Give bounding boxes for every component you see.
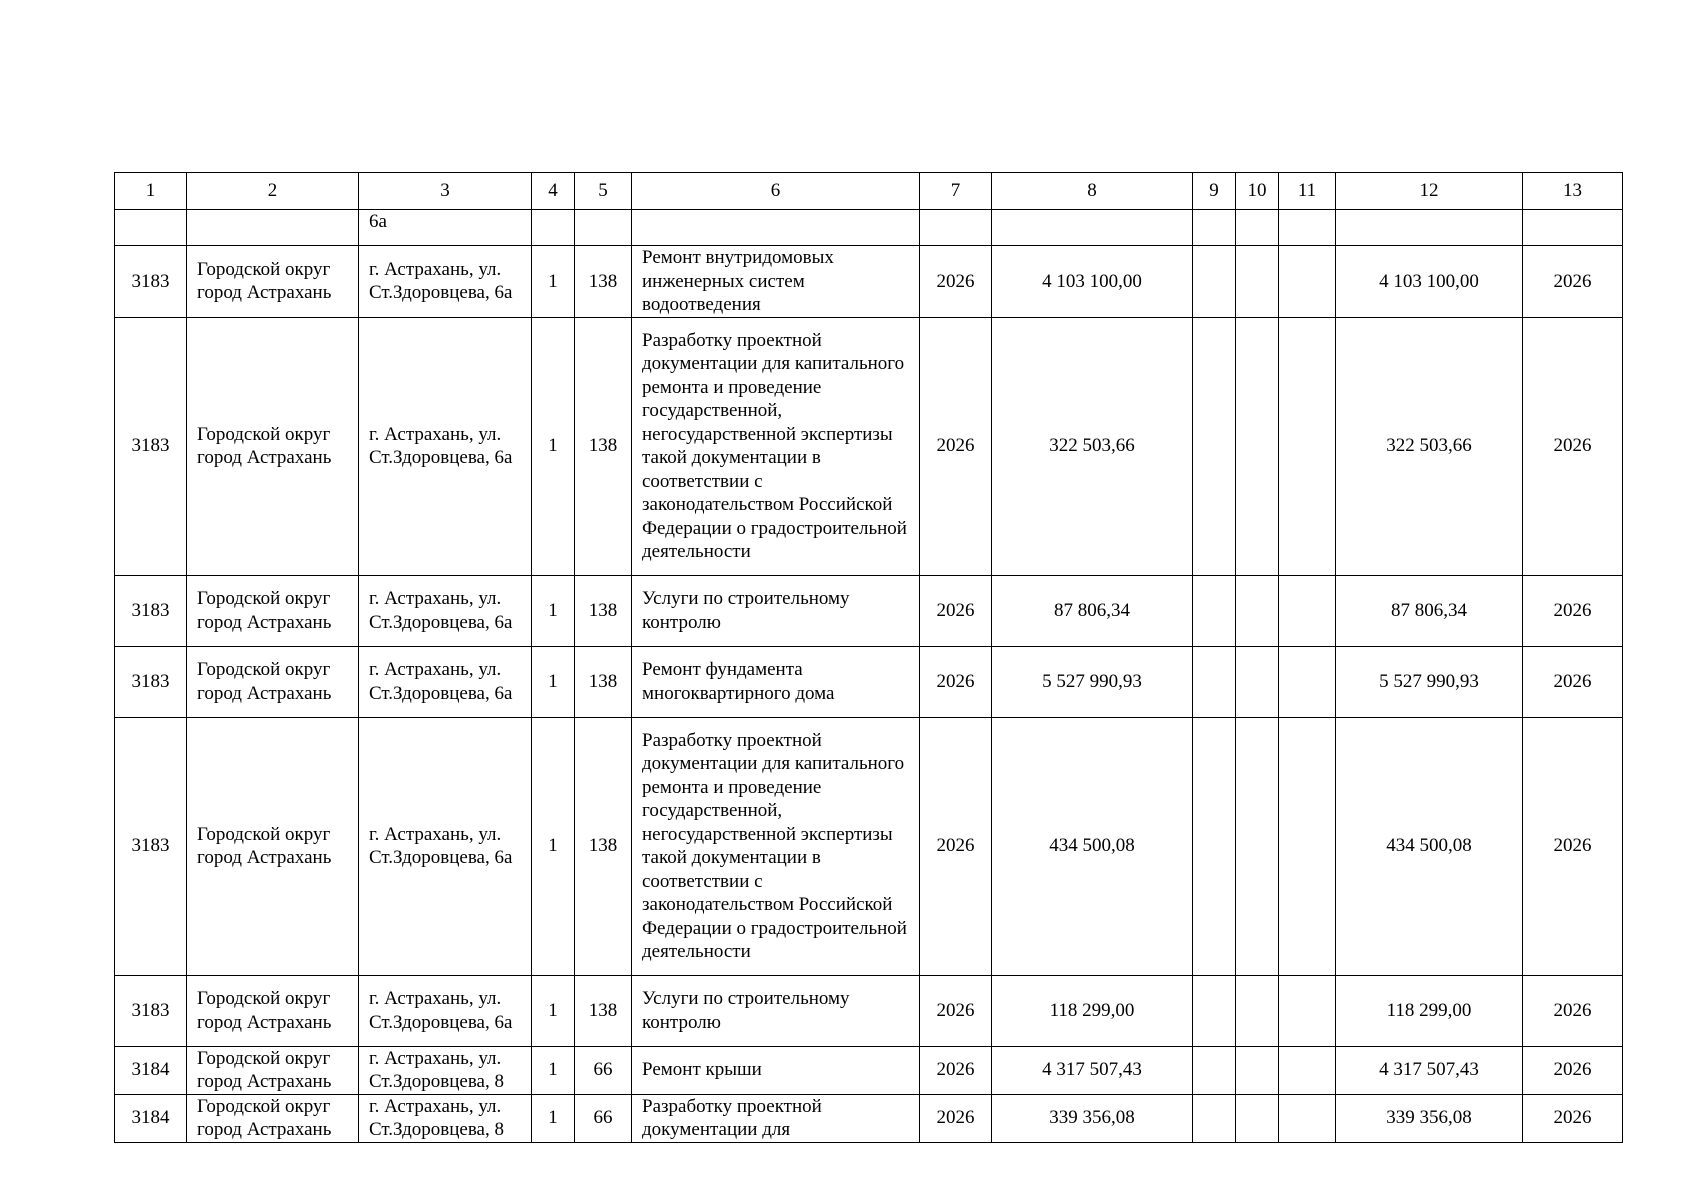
row-number-cell: 3184: [115, 1046, 187, 1094]
header-row: [115, 173, 1623, 210]
work-type-cell: Услуги по строительному контролю: [632, 975, 920, 1046]
capital-repair-table: [114, 172, 1623, 1143]
address-cell: г. Астрахань, ул. Ст.Здоровцева, 6а: [359, 246, 532, 318]
year-cell: 2026: [920, 717, 992, 975]
row-number-cell: [115, 210, 187, 246]
year-cell: 2026: [920, 317, 992, 575]
total-cost-cell: [1336, 210, 1523, 246]
header-cell: 5: [575, 173, 632, 210]
col11-cell: [1279, 246, 1336, 318]
completion-year-cell: 2026: [1523, 1094, 1623, 1142]
header-cell: 8: [992, 173, 1193, 210]
table-row: [115, 975, 1623, 1046]
municipality-cell: Городской округ город Астрахань: [187, 717, 359, 975]
completion-year-cell: 2026: [1523, 317, 1623, 575]
municipality-cell: Городской округ город Астрахань: [187, 975, 359, 1046]
col10-cell: [1236, 646, 1279, 717]
header-cell: 6: [632, 173, 920, 210]
completion-year-cell: 2026: [1523, 975, 1623, 1046]
total-cost-cell: 4 103 100,00: [1336, 246, 1523, 318]
col11-cell: [1279, 1094, 1336, 1142]
col4-cell: 1: [532, 1046, 575, 1094]
row-number-cell: 3183: [115, 646, 187, 717]
address-cell: г. Астрахань, ул. Ст.Здоровцева, 8: [359, 1094, 532, 1142]
cost-cell: 87 806,34: [992, 575, 1193, 646]
year-cell: [920, 210, 992, 246]
col11-cell: [1279, 975, 1336, 1046]
col9-cell: [1193, 646, 1236, 717]
col11-cell: [1279, 575, 1336, 646]
col5-cell: 138: [575, 975, 632, 1046]
row-number-cell: 3183: [115, 575, 187, 646]
address-cell: г. Астрахань, ул. Ст.Здоровцева, 6а: [359, 317, 532, 575]
completion-year-cell: [1523, 210, 1623, 246]
total-cost-cell: 322 503,66: [1336, 317, 1523, 575]
col5-cell: 138: [575, 717, 632, 975]
table-row: [115, 1094, 1623, 1142]
col9-cell: [1193, 975, 1236, 1046]
header-cell: 4: [532, 173, 575, 210]
municipality-cell: [187, 210, 359, 246]
table-row: [115, 646, 1623, 717]
col9-cell: [1193, 210, 1236, 246]
work-type-cell: Разработку проектной документации для капитального ремонта и проведение государственной, негосударственной экспертизы такой документации в соответствии с законодательством Российской Федерации о градостроительной деятельности: [632, 717, 920, 975]
col10-cell: [1236, 210, 1279, 246]
row-number-cell: 3183: [115, 975, 187, 1046]
address-cell: г. Астрахань, ул. Ст.Здоровцева, 6а: [359, 975, 532, 1046]
cost-cell: 4 103 100,00: [992, 246, 1193, 318]
col5-cell: 138: [575, 646, 632, 717]
col10-cell: [1236, 317, 1279, 575]
col11-cell: [1279, 646, 1336, 717]
work-type-cell: [632, 210, 920, 246]
col11-cell: [1279, 317, 1336, 575]
col4-cell: 1: [532, 975, 575, 1046]
col4-cell: 1: [532, 717, 575, 975]
work-type-cell: Ремонт внутридомовых инженерных систем водоотведения: [632, 246, 920, 318]
col4-cell: 1: [532, 575, 575, 646]
header-cell: 9: [1193, 173, 1236, 210]
address-cell: 6а: [359, 210, 532, 246]
total-cost-cell: 87 806,34: [1336, 575, 1523, 646]
row-number-cell: 3184: [115, 1094, 187, 1142]
municipality-cell: Городской округ город Астрахань: [187, 317, 359, 575]
work-type-cell: Разработку проектной документации для: [632, 1094, 920, 1142]
work-type-cell: Услуги по строительному контролю: [632, 575, 920, 646]
year-cell: 2026: [920, 1094, 992, 1142]
header-cell: 12: [1336, 173, 1523, 210]
col5-cell: 138: [575, 317, 632, 575]
col4-cell: [532, 210, 575, 246]
address-cell: г. Астрахань, ул. Ст.Здоровцева, 6а: [359, 717, 532, 975]
work-type-cell: Ремонт фундамента многоквартирного дома: [632, 646, 920, 717]
col4-cell: 1: [532, 246, 575, 318]
table-row: [115, 246, 1623, 318]
municipality-cell: Городской округ город Астрахань: [187, 575, 359, 646]
header-cell: 11: [1279, 173, 1336, 210]
cost-cell: 339 356,08: [992, 1094, 1193, 1142]
total-cost-cell: 339 356,08: [1336, 1094, 1523, 1142]
header-cell: 3: [359, 173, 532, 210]
total-cost-cell: 118 299,00: [1336, 975, 1523, 1046]
col9-cell: [1193, 717, 1236, 975]
year-cell: 2026: [920, 246, 992, 318]
municipality-cell: Городской округ город Астрахань: [187, 646, 359, 717]
cost-cell: 4 317 507,43: [992, 1046, 1193, 1094]
municipality-cell: Городской округ город Астрахань: [187, 1094, 359, 1142]
total-cost-cell: 4 317 507,43: [1336, 1046, 1523, 1094]
row-number-cell: 3183: [115, 317, 187, 575]
completion-year-cell: 2026: [1523, 1046, 1623, 1094]
col4-cell: 1: [532, 317, 575, 575]
year-cell: 2026: [920, 1046, 992, 1094]
cost-cell: 118 299,00: [992, 975, 1193, 1046]
table-row: [115, 717, 1623, 975]
municipality-cell: Городской округ город Астрахань: [187, 246, 359, 318]
col9-cell: [1193, 317, 1236, 575]
col9-cell: [1193, 1046, 1236, 1094]
header-cell: 1: [115, 173, 187, 210]
header-cell: 13: [1523, 173, 1623, 210]
row-number-cell: 3183: [115, 717, 187, 975]
col5-cell: 66: [575, 1046, 632, 1094]
address-cell: г. Астрахань, ул. Ст.Здоровцева, 6а: [359, 575, 532, 646]
total-cost-cell: 434 500,08: [1336, 717, 1523, 975]
cost-cell: 434 500,08: [992, 717, 1193, 975]
work-type-cell: Разработку проектной документации для капитального ремонта и проведение государственной, негосударственной экспертизы такой документации в соответствии с законодательством Российской Федерации о градостроительной деятельности: [632, 317, 920, 575]
col10-cell: [1236, 1094, 1279, 1142]
col10-cell: [1236, 717, 1279, 975]
col4-cell: 1: [532, 646, 575, 717]
table-row: [115, 210, 1623, 246]
col11-cell: [1279, 717, 1336, 975]
header-cell: 10: [1236, 173, 1279, 210]
row-number-cell: 3183: [115, 246, 187, 318]
col5-cell: 138: [575, 246, 632, 318]
col5-cell: [575, 210, 632, 246]
year-cell: 2026: [920, 975, 992, 1046]
header-cell: 7: [920, 173, 992, 210]
completion-year-cell: 2026: [1523, 717, 1623, 975]
col11-cell: [1279, 210, 1336, 246]
col9-cell: [1193, 575, 1236, 646]
col9-cell: [1193, 1094, 1236, 1142]
col10-cell: [1236, 975, 1279, 1046]
cost-cell: [992, 210, 1193, 246]
municipality-cell: Городской округ город Астрахань: [187, 1046, 359, 1094]
cost-cell: 5 527 990,93: [992, 646, 1193, 717]
completion-year-cell: 2026: [1523, 646, 1623, 717]
work-type-cell: Ремонт крыши: [632, 1046, 920, 1094]
col10-cell: [1236, 1046, 1279, 1094]
col11-cell: [1279, 1046, 1336, 1094]
address-cell: г. Астрахань, ул. Ст.Здоровцева, 8: [359, 1046, 532, 1094]
address-cell: г. Астрахань, ул. Ст.Здоровцева, 6а: [359, 646, 532, 717]
header-cell: 2: [187, 173, 359, 210]
col5-cell: 138: [575, 575, 632, 646]
table-row: [115, 575, 1623, 646]
cost-cell: 322 503,66: [992, 317, 1193, 575]
col5-cell: 66: [575, 1094, 632, 1142]
year-cell: 2026: [920, 575, 992, 646]
completion-year-cell: 2026: [1523, 246, 1623, 318]
col9-cell: [1193, 246, 1236, 318]
col4-cell: 1: [532, 1094, 575, 1142]
table-row: [115, 1046, 1623, 1094]
col10-cell: [1236, 246, 1279, 318]
total-cost-cell: 5 527 990,93: [1336, 646, 1523, 717]
completion-year-cell: 2026: [1523, 575, 1623, 646]
table-row: [115, 317, 1623, 575]
year-cell: 2026: [920, 646, 992, 717]
col10-cell: [1236, 575, 1279, 646]
